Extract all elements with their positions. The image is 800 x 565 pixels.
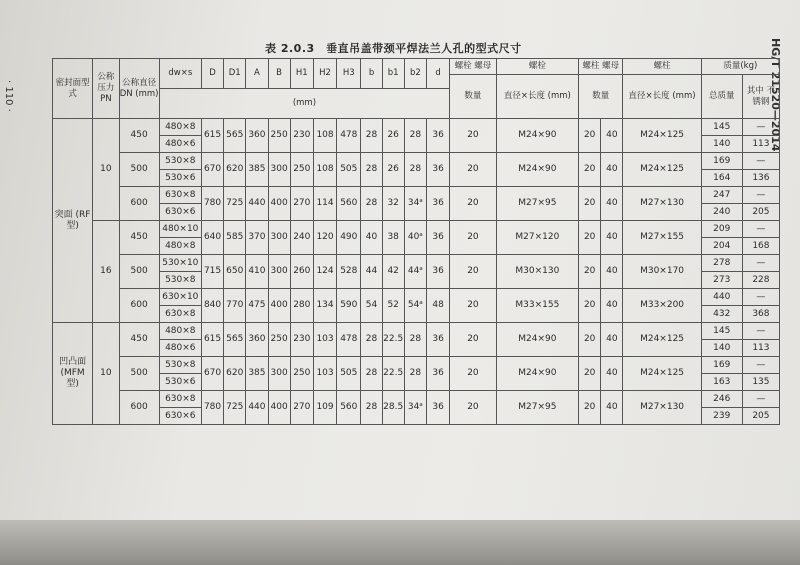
ss-mass-cell: — xyxy=(742,221,779,238)
table-row xyxy=(53,119,780,136)
bolt-qty-cell: 20 xyxy=(450,357,496,391)
dim-cell: 300 xyxy=(268,221,290,255)
bolt-size-cell: M33×155 xyxy=(496,289,578,323)
dim-cell: 400 xyxy=(268,187,290,221)
dw-cell: 630×8 xyxy=(159,306,201,323)
bolt-qty-cell: 20 xyxy=(450,187,496,221)
dw-cell: 630×8 xyxy=(159,391,201,408)
bolt-size-cell: M27×95 xyxy=(496,391,578,425)
total-mass-cell: 273 xyxy=(701,272,742,289)
nut-qty-cell: 40 xyxy=(601,187,623,221)
dw-cell: 480×10 xyxy=(159,221,201,238)
nut-qty-cell: 40 xyxy=(601,153,623,187)
ss-mass-cell: — xyxy=(742,119,779,136)
total-mass-cell: 209 xyxy=(701,221,742,238)
bolt-qty-cell: 20 xyxy=(450,221,496,255)
dim-cell: 478 xyxy=(337,323,361,357)
dw-cell: 480×6 xyxy=(159,136,201,153)
dim-cell: 28 xyxy=(404,357,426,391)
total-mass-cell: 239 xyxy=(701,408,742,425)
dim-cell: 385 xyxy=(246,357,268,391)
dw-cell: 530×10 xyxy=(159,255,201,272)
dim-cell: 103 xyxy=(313,323,336,357)
dim-cell: 28.5 xyxy=(382,391,404,425)
dim-cell: 230 xyxy=(290,323,313,357)
standard-code: HG/T 21520—2014 xyxy=(769,38,782,152)
dim-cell: 36 xyxy=(426,153,449,187)
dim-cell: 560 xyxy=(337,187,361,221)
stud-qty-cell: 20 xyxy=(579,153,601,187)
bolt-size-cell: M24×90 xyxy=(496,323,578,357)
header-total-mass: 总质量 xyxy=(701,75,742,119)
dim-cell: 38 xyxy=(382,221,404,255)
dim-cell: 120 xyxy=(313,221,336,255)
page-number: · 110 · xyxy=(3,80,14,112)
dim-cell: 270 xyxy=(290,187,313,221)
ss-mass-cell: — xyxy=(742,391,779,408)
dim-cell: 36 xyxy=(426,255,449,289)
ss-mass-cell: — xyxy=(742,289,779,306)
dim-cell: 108 xyxy=(313,119,336,153)
stud-size-cell: M24×125 xyxy=(623,153,701,187)
dim-cell: 840 xyxy=(201,289,223,323)
nut-qty-cell: 40 xyxy=(601,221,623,255)
dim-cell: 28 xyxy=(361,391,382,425)
dim-cell: 28 xyxy=(404,323,426,357)
dim-cell: 28 xyxy=(361,153,382,187)
pn-cell: 10 xyxy=(93,119,119,221)
dim-cell: 360 xyxy=(246,119,268,153)
dim-cell: 440 xyxy=(246,391,268,425)
dim-cell: 560 xyxy=(337,391,361,425)
total-mass-cell: 247 xyxy=(701,187,742,204)
dim-cell: 585 xyxy=(224,221,246,255)
dim-cell: 28 xyxy=(361,357,382,391)
dim-cell: 670 xyxy=(201,357,223,391)
dw-cell: 630×6 xyxy=(159,204,201,221)
ss-mass-cell: 113 xyxy=(742,136,779,153)
ss-mass-cell: — xyxy=(742,323,779,340)
dim-cell: 260 xyxy=(290,255,313,289)
dim-cell: 28 xyxy=(361,119,382,153)
dim-cell: 650 xyxy=(224,255,246,289)
dim-cell: 54ᵃ xyxy=(404,289,426,323)
page-shadow xyxy=(0,520,800,565)
table-row xyxy=(53,391,780,408)
nut-qty-cell: 40 xyxy=(601,255,623,289)
header-bolt-size: 直径×长度 (mm) xyxy=(496,75,578,119)
dim-cell: 565 xyxy=(224,323,246,357)
dim-cell: 385 xyxy=(246,153,268,187)
header-bolt-qty: 数量 xyxy=(450,75,496,119)
dim-cell: 109 xyxy=(313,391,336,425)
total-mass-cell: 164 xyxy=(701,170,742,187)
dim-cell: 670 xyxy=(201,153,223,187)
stud-size-cell: M24×125 xyxy=(623,119,701,153)
dim-cell: 34ᵃ xyxy=(404,187,426,221)
total-mass-cell: 140 xyxy=(701,136,742,153)
ss-mass-cell: — xyxy=(742,153,779,170)
total-mass-cell: 163 xyxy=(701,374,742,391)
dim-cell: 620 xyxy=(224,153,246,187)
table-caption: 表 2.0.3 垂直吊盖带颈平焊法兰人孔的型式尺寸 xyxy=(265,42,522,55)
header-B: B xyxy=(268,59,290,89)
header-stud-qty: 数量 xyxy=(579,75,623,119)
total-mass-cell: 169 xyxy=(701,357,742,374)
dim-cell: 124 xyxy=(313,255,336,289)
dn-cell: 450 xyxy=(119,221,159,255)
dn-cell: 600 xyxy=(119,289,159,323)
dw-cell: 480×8 xyxy=(159,323,201,340)
dn-cell: 500 xyxy=(119,357,159,391)
bolt-qty-cell: 20 xyxy=(450,289,496,323)
dim-cell: 370 xyxy=(246,221,268,255)
dim-cell: 300 xyxy=(268,255,290,289)
bolt-qty-cell: 20 xyxy=(450,153,496,187)
stud-qty-cell: 20 xyxy=(579,391,601,425)
stud-size-cell: M27×155 xyxy=(623,221,701,255)
dim-cell: 36 xyxy=(426,119,449,153)
stud-size-cell: M30×170 xyxy=(623,255,701,289)
stud-qty-cell: 20 xyxy=(579,119,601,153)
dim-cell: 360 xyxy=(246,323,268,357)
ss-mass-cell: 228 xyxy=(742,272,779,289)
dn-cell: 600 xyxy=(119,187,159,221)
nut-qty-cell: 40 xyxy=(601,357,623,391)
dim-cell: 300 xyxy=(268,357,290,391)
header-bolt-nut: 螺栓 螺母 xyxy=(450,59,496,75)
ss-mass-cell: 135 xyxy=(742,374,779,391)
dim-cell: 40 xyxy=(361,221,382,255)
dim-cell: 640 xyxy=(201,221,223,255)
dim-cell: 300 xyxy=(268,153,290,187)
dim-cell: 40ᵃ xyxy=(404,221,426,255)
dn-cell: 500 xyxy=(119,153,159,187)
ss-mass-cell: 368 xyxy=(742,306,779,323)
dim-cell: 108 xyxy=(313,153,336,187)
header-H3: H3 xyxy=(337,59,361,89)
nut-qty-cell: 40 xyxy=(601,323,623,357)
stud-size-cell: M27×130 xyxy=(623,187,701,221)
dim-cell: 410 xyxy=(246,255,268,289)
header-seal: 密封面型式 xyxy=(53,59,93,119)
header-D1: D1 xyxy=(224,59,246,89)
dw-cell: 530×6 xyxy=(159,374,201,391)
table-row xyxy=(53,357,780,374)
dim-cell: 230 xyxy=(290,119,313,153)
table-row xyxy=(53,323,780,340)
header-H1: H1 xyxy=(290,59,313,89)
dim-cell: 48 xyxy=(426,289,449,323)
header-unit: (mm) xyxy=(159,89,450,119)
table-row xyxy=(53,153,780,170)
bolt-size-cell: M24×90 xyxy=(496,119,578,153)
dim-cell: 565 xyxy=(224,119,246,153)
dim-cell: 28 xyxy=(404,119,426,153)
total-mass-cell: 169 xyxy=(701,153,742,170)
dim-cell: 400 xyxy=(268,289,290,323)
ss-mass-cell: — xyxy=(742,187,779,204)
dim-cell: 28 xyxy=(361,187,382,221)
header-dn: 公称直径 DN (mm) xyxy=(119,59,159,119)
bolt-qty-cell: 20 xyxy=(450,255,496,289)
stud-qty-cell: 20 xyxy=(579,357,601,391)
dim-cell: 26 xyxy=(382,119,404,153)
total-mass-cell: 440 xyxy=(701,289,742,306)
ss-mass-cell: — xyxy=(742,357,779,374)
header-b: b xyxy=(361,59,382,89)
dim-cell: 505 xyxy=(337,153,361,187)
dim-cell: 52 xyxy=(382,289,404,323)
stud-size-cell: M24×125 xyxy=(623,357,701,391)
dim-cell: 36 xyxy=(426,357,449,391)
dim-cell: 250 xyxy=(268,119,290,153)
header-dw: dw×s xyxy=(159,59,201,89)
dim-cell: 528 xyxy=(337,255,361,289)
bolt-size-cell: M27×95 xyxy=(496,187,578,221)
ss-mass-cell: 136 xyxy=(742,170,779,187)
dim-cell: 620 xyxy=(224,357,246,391)
stud-qty-cell: 20 xyxy=(579,187,601,221)
nut-qty-cell: 40 xyxy=(601,119,623,153)
dim-cell: 32 xyxy=(382,187,404,221)
header-ss-mass: 其中 不锈钢 xyxy=(742,75,779,119)
header-A: A xyxy=(246,59,268,89)
header-d: d xyxy=(426,59,449,89)
dim-cell: 280 xyxy=(290,289,313,323)
dim-cell: 36 xyxy=(426,187,449,221)
dw-cell: 480×8 xyxy=(159,119,201,136)
bolt-qty-cell: 20 xyxy=(450,119,496,153)
dimension-table xyxy=(52,58,780,425)
dim-cell: 475 xyxy=(246,289,268,323)
dim-cell: 22.5 xyxy=(382,323,404,357)
header-mass: 质量(kg) xyxy=(701,59,779,75)
dim-cell: 270 xyxy=(290,391,313,425)
dim-cell: 26 xyxy=(382,153,404,187)
dim-cell: 114 xyxy=(313,187,336,221)
dim-cell: 490 xyxy=(337,221,361,255)
dim-cell: 44 xyxy=(361,255,382,289)
dim-cell: 240 xyxy=(290,221,313,255)
dw-cell: 480×8 xyxy=(159,238,201,255)
dim-cell: 400 xyxy=(268,391,290,425)
ss-mass-cell: 205 xyxy=(742,204,779,221)
dim-cell: 250 xyxy=(290,357,313,391)
bolt-qty-cell: 20 xyxy=(450,323,496,357)
dim-cell: 34ᵃ xyxy=(404,391,426,425)
dim-cell: 42 xyxy=(382,255,404,289)
dim-cell: 725 xyxy=(224,391,246,425)
seal-type-cell: 凹凸面 (MFM 型) xyxy=(53,323,93,425)
dw-cell: 530×6 xyxy=(159,170,201,187)
bolt-size-cell: M24×90 xyxy=(496,153,578,187)
stud-size-cell: M33×200 xyxy=(623,289,701,323)
dw-cell: 530×8 xyxy=(159,357,201,374)
dw-cell: 530×8 xyxy=(159,272,201,289)
table-row xyxy=(53,255,780,272)
dw-cell: 630×10 xyxy=(159,289,201,306)
total-mass-cell: 140 xyxy=(701,340,742,357)
ss-mass-cell: 168 xyxy=(742,238,779,255)
header-b2: b2 xyxy=(404,59,426,89)
header-stud-size: 直径×长度 (mm) xyxy=(623,75,701,119)
dn-cell: 500 xyxy=(119,255,159,289)
dw-cell: 630×6 xyxy=(159,408,201,425)
dim-cell: 770 xyxy=(224,289,246,323)
bolt-size-cell: M30×130 xyxy=(496,255,578,289)
header-stud-nut: 螺柱 螺母 xyxy=(579,59,623,75)
pn-cell: 16 xyxy=(93,221,119,323)
dim-cell: 505 xyxy=(337,357,361,391)
ss-mass-cell: 205 xyxy=(742,408,779,425)
stud-size-cell: M24×125 xyxy=(623,323,701,357)
dim-cell: 22.5 xyxy=(382,357,404,391)
dn-cell: 450 xyxy=(119,119,159,153)
stud-qty-cell: 20 xyxy=(579,255,601,289)
dn-cell: 450 xyxy=(119,323,159,357)
bolt-size-cell: M27×120 xyxy=(496,221,578,255)
header-H2: H2 xyxy=(313,59,336,89)
bolt-qty-cell: 20 xyxy=(450,391,496,425)
dim-cell: 590 xyxy=(337,289,361,323)
total-mass-cell: 145 xyxy=(701,323,742,340)
dim-cell: 134 xyxy=(313,289,336,323)
table-row xyxy=(53,221,780,238)
stud-qty-cell: 20 xyxy=(579,289,601,323)
dim-cell: 36 xyxy=(426,221,449,255)
dim-cell: 44ᵃ xyxy=(404,255,426,289)
header-pn: 公称压力 PN xyxy=(93,59,119,119)
total-mass-cell: 278 xyxy=(701,255,742,272)
nut-qty-cell: 40 xyxy=(601,289,623,323)
dim-cell: 440 xyxy=(246,187,268,221)
table-row xyxy=(53,187,780,204)
dim-cell: 615 xyxy=(201,119,223,153)
dw-cell: 630×8 xyxy=(159,187,201,204)
dim-cell: 725 xyxy=(224,187,246,221)
total-mass-cell: 432 xyxy=(701,306,742,323)
header-b1: b1 xyxy=(382,59,404,89)
table-row xyxy=(53,289,780,306)
dim-cell: 478 xyxy=(337,119,361,153)
stud-qty-cell: 20 xyxy=(579,221,601,255)
bolt-size-cell: M24×90 xyxy=(496,357,578,391)
total-mass-cell: 204 xyxy=(701,238,742,255)
dim-cell: 36 xyxy=(426,391,449,425)
dw-cell: 480×6 xyxy=(159,340,201,357)
dim-cell: 715 xyxy=(201,255,223,289)
dw-cell: 530×8 xyxy=(159,153,201,170)
dim-cell: 36 xyxy=(426,323,449,357)
total-mass-cell: 246 xyxy=(701,391,742,408)
ss-mass-cell: 113 xyxy=(742,340,779,357)
dim-cell: 250 xyxy=(290,153,313,187)
total-mass-cell: 145 xyxy=(701,119,742,136)
dim-cell: 103 xyxy=(313,357,336,391)
ss-mass-cell: — xyxy=(742,255,779,272)
total-mass-cell: 240 xyxy=(701,204,742,221)
header-D: D xyxy=(201,59,223,89)
dim-cell: 250 xyxy=(268,323,290,357)
header-stud: 螺柱 xyxy=(623,59,701,75)
dim-cell: 28 xyxy=(361,323,382,357)
dim-cell: 28 xyxy=(404,153,426,187)
dn-cell: 600 xyxy=(119,391,159,425)
nut-qty-cell: 40 xyxy=(601,391,623,425)
dim-cell: 780 xyxy=(201,187,223,221)
dim-cell: 615 xyxy=(201,323,223,357)
stud-qty-cell: 20 xyxy=(579,323,601,357)
header-bolt: 螺栓 xyxy=(496,59,578,75)
seal-type-cell: 突面 (RF 型) xyxy=(53,119,93,323)
pn-cell: 10 xyxy=(93,323,119,425)
dim-cell: 54 xyxy=(361,289,382,323)
dim-cell: 780 xyxy=(201,391,223,425)
stud-size-cell: M27×130 xyxy=(623,391,701,425)
